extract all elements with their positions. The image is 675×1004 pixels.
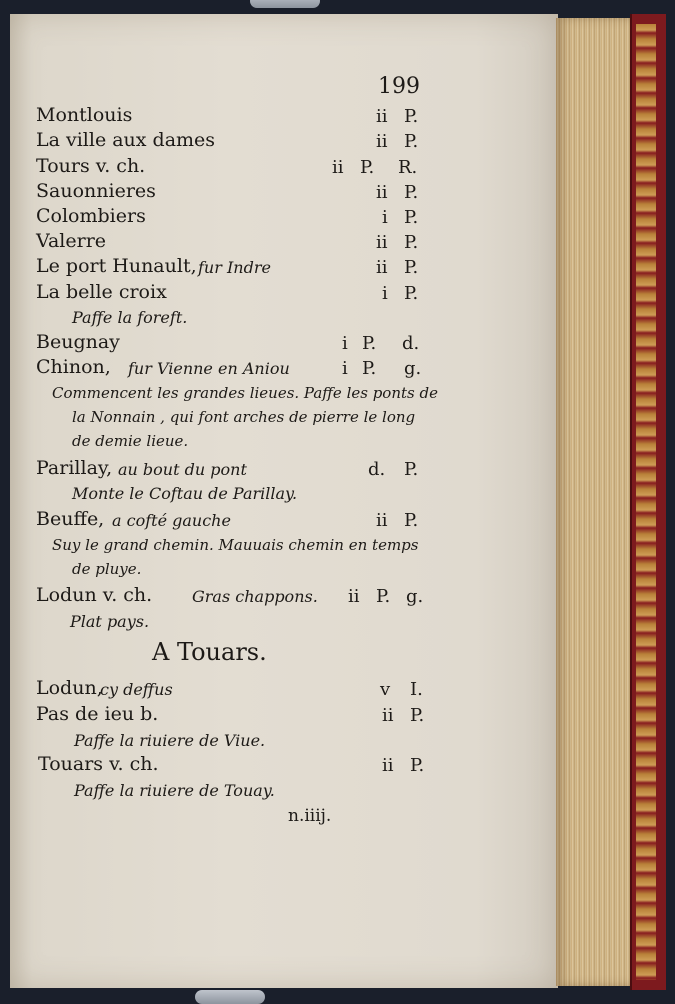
entry-code: d.: [402, 333, 420, 354]
entry-note: fur Vienne en Aniou: [128, 359, 290, 378]
top-clip: [250, 0, 320, 8]
signature-mark: n.iiij.: [288, 806, 332, 826]
entry-code: P.: [404, 232, 419, 253]
entry-place: Montlouis: [36, 104, 133, 126]
page-edges: [556, 18, 632, 986]
entry-code: i: [342, 333, 348, 354]
entry-code: P.: [404, 283, 419, 304]
route-note: Suy le grand chemin. Mauuais chemin en temps: [52, 536, 419, 554]
entry-code: i: [382, 283, 388, 304]
entry-place: Parillay,: [36, 457, 113, 479]
route-note: Commencent les grandes lieues. Paffe les ponts de: [52, 384, 438, 402]
entry-place: Le port Hunault,: [36, 255, 197, 277]
route-note: Monte le Coftau de Parillay.: [72, 484, 298, 503]
entry-place: Sauonnieres: [36, 180, 156, 202]
entry-place: La belle croix: [36, 281, 167, 303]
entry-place: Colombiers: [36, 205, 146, 227]
section-heading: A Touars.: [152, 638, 267, 666]
entry-place: Lodun,: [36, 677, 103, 699]
route-note: de demie lieue.: [72, 432, 189, 450]
entry-code: P.: [404, 207, 419, 228]
entry-code: P.: [404, 131, 419, 152]
entry-code: P.: [376, 586, 391, 607]
entry-code: P.: [410, 755, 425, 776]
entry-code: ii: [376, 131, 388, 152]
gilt-border: [636, 24, 656, 980]
entry-note: au bout du pont: [118, 460, 247, 479]
entry-code: g.: [404, 358, 422, 379]
entry-code: v: [380, 679, 391, 700]
entry-place: La ville aux dames: [36, 129, 216, 151]
entry-place: Lodun v. ch.: [36, 584, 153, 606]
entry-code: ii: [376, 257, 388, 278]
entry-code: I.: [410, 679, 423, 700]
entry-place: Chinon,: [36, 356, 111, 378]
entry-place: Beugnay: [36, 331, 120, 353]
entry-code: ii: [376, 510, 388, 531]
entry-code: P.: [404, 510, 419, 531]
route-note: la Nonnain , qui font arches de pierre le long: [72, 408, 416, 426]
entry-code: P.: [404, 106, 419, 127]
entry-code: P.: [410, 705, 425, 726]
entry-code: g.: [406, 586, 424, 607]
route-note: Paffe la riuiere de Viue.: [74, 731, 266, 750]
entry-code: P.: [362, 358, 377, 379]
entry-code: R.: [398, 157, 418, 178]
entry-code: ii: [382, 705, 394, 726]
route-note: Paffe la foreft.: [72, 308, 188, 327]
bottom-clip: [195, 990, 265, 1004]
entry-place: Valerre: [36, 230, 107, 252]
entry-note: fur Indre: [198, 258, 271, 277]
route-note: de pluye.: [72, 560, 142, 578]
entry-place: Pas de ieu b.: [36, 703, 159, 725]
entry-code: ii: [376, 182, 388, 203]
route-note: Paffe la riuiere de Touay.: [74, 781, 275, 800]
entry-code: ii: [382, 755, 394, 776]
entry-code: d.: [368, 459, 386, 480]
entry-place: Tours v. ch.: [36, 155, 146, 177]
entry-code: P.: [404, 459, 419, 480]
entry-note: a cofté gauche: [112, 511, 231, 530]
entry-code: ii: [376, 232, 388, 253]
entry-code: P.: [404, 182, 419, 203]
entry-code: P.: [360, 157, 375, 178]
entry-code: i: [382, 207, 388, 228]
entry-note: Gras chappons.: [192, 587, 318, 606]
route-note: Plat pays.: [70, 612, 150, 631]
page-number: 199: [378, 74, 420, 99]
entry-place: Beuffe,: [36, 508, 105, 530]
entry-code: ii: [332, 157, 344, 178]
entry-note: cy deffus: [100, 680, 173, 699]
entry-code: ii: [348, 586, 360, 607]
entry-code: P.: [362, 333, 377, 354]
entry-code: ii: [376, 106, 388, 127]
entry-place: Touars v. ch.: [38, 753, 159, 775]
entry-code: i: [342, 358, 348, 379]
entry-code: P.: [404, 257, 419, 278]
